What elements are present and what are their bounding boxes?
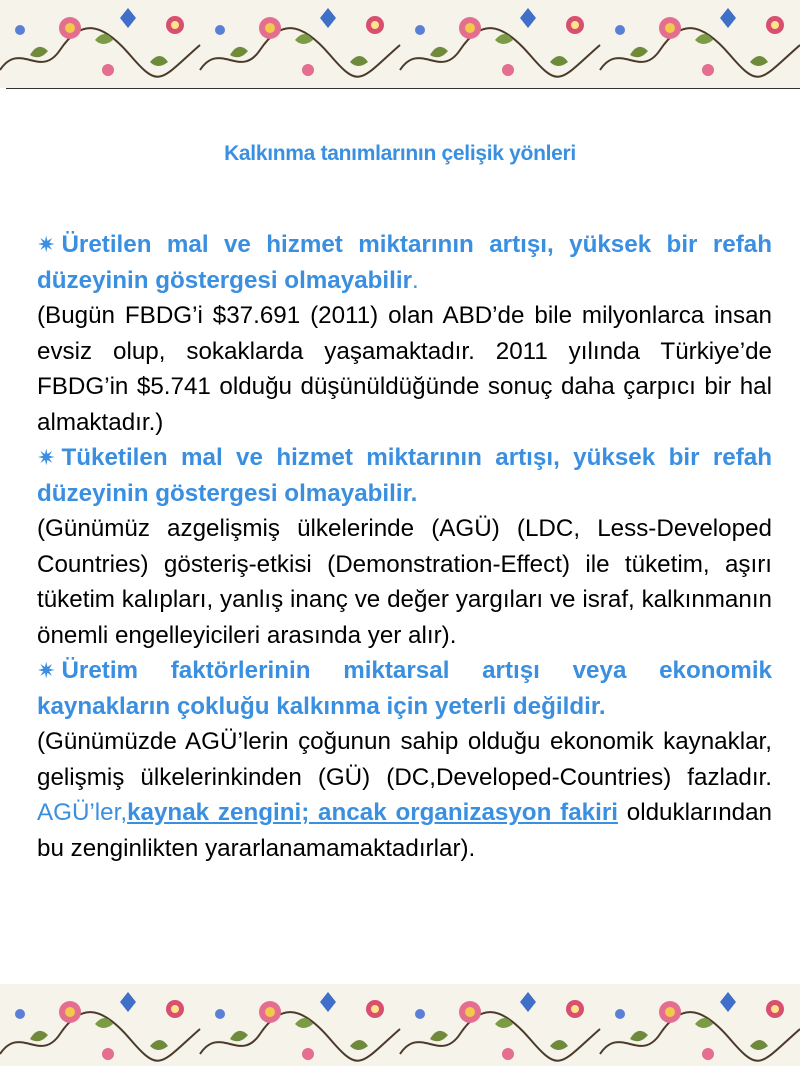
section-3-body-start: (Günümüzde AGÜ’lerin çoğunun sahip olduğu ekonomik kaynaklar, gelişmiş ülkelerinkinden (GÜ) (DC,Developed-Countries) fazladır. <box>37 728 772 791</box>
header-divider <box>6 88 800 89</box>
asterisk-bullet-icon: ✷ <box>37 658 56 683</box>
asterisk-bullet-icon: ✷ <box>37 445 56 470</box>
section-3-heading: Üretim faktörlerinin miktarsal artışı veya ekonomik kaynakların çokluğu kalkınma için yeterli değildir. <box>37 657 772 720</box>
asterisk-bullet-icon: ✷ <box>37 232 56 257</box>
section-2-body: (Günümüz azgelişmiş ülkelerinde (AGÜ) (LDC, Less-Developed Countries) gösteriş-etkisi (Demonstration-Effect) ile tüketim, aşırı tüketim kalıpları, yanlış inanç ve değer yargıları ve israf, kalkınmanın önemli engelleyicileri arasında yer alır). <box>37 515 772 649</box>
floral-border-icon <box>0 0 800 88</box>
slide-title: Kalkınma tanımlarının çelişik yönleri <box>224 142 576 165</box>
section-3-body-end: olduklarından bu zenginlikten yararlanamamaktadırlar). <box>37 799 772 862</box>
slide-body <box>37 227 772 866</box>
bottom-floral-border <box>0 984 800 1066</box>
organization-poverty-link[interactable]: kaynak zengini; ancak organizasyon fakiri <box>127 799 618 826</box>
section-1 <box>37 227 772 298</box>
section-3-body <box>37 724 772 866</box>
section-1-heading-end: . <box>412 266 419 294</box>
section-3-body-blue: AGÜ’ler, <box>37 799 128 826</box>
floral-border-icon <box>0 984 800 1066</box>
section-2-heading: Tüketilen mal ve hizmet miktarının artışı, yüksek bir refah düzeyinin göstergesi olmayabilir. <box>37 444 772 507</box>
top-floral-border <box>0 0 800 88</box>
section-3 <box>37 653 772 724</box>
section-1-body: (Bugün FBDG’i $37.691 (2011) olan ABD’de bile milyonlarca insan evsiz olup, sokaklarda yaşamaktadır. 2011 yılında Türkiye’de FBDG’in $5.741 olduğu düşünüldüğünde sonuç daha çarpıcı bir hal almaktadır.) <box>37 302 772 436</box>
section-1-heading: Üretilen mal ve hizmet miktarının artışı, yüksek bir refah düzeyinin göstergesi olmayabilir <box>37 231 772 294</box>
section-2 <box>37 440 772 511</box>
